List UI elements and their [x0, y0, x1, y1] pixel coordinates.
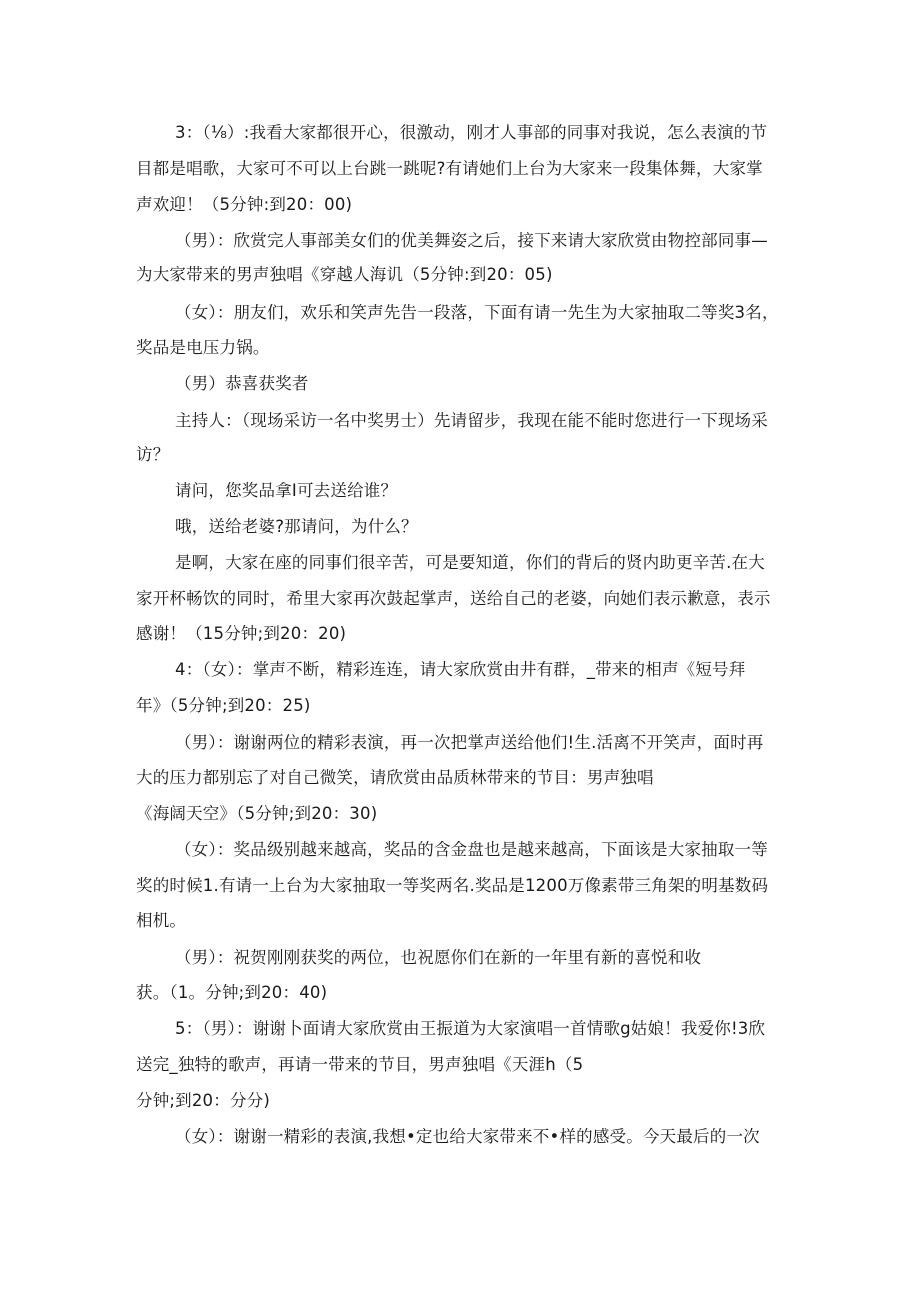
- text-line: （男）：欣赏完人事部美女们的优美舞姿之后，接下来请大家欣赏由物控部同事—: [175, 231, 768, 250]
- text-line: 访？: [136, 445, 170, 464]
- text-line: 获。（1。分钟;到20：40): [136, 983, 328, 1002]
- text-line: 5：（男）：谢谢卜面请大家欣赏由王振道为大家演唱一首情歌g姑娘！我爱你!3欣: [175, 1019, 766, 1038]
- text-line: 相机。: [136, 911, 187, 930]
- text-line: 家开杯畅饮的同时，希里大家再次鼓起掌声，送给自己的老婆，向她们表示歉意，表示: [136, 589, 771, 608]
- text-line: 是啊，大家在座的同事们很辛苦，可是要知道，你们的背后的贤内助更辛苦.在大: [175, 553, 765, 572]
- text-line: 《海阔天空》（5分钟;到20：30): [136, 804, 378, 823]
- text-line: （女）：朋友们，欢乐和笑声先告一段落，下面有请一先生为大家抽取二等奖3名，: [175, 303, 779, 322]
- text-line: 奖品是电压力锅。: [136, 338, 270, 357]
- text-line: 分钟;到20：分分): [136, 1091, 270, 1110]
- text-line: 3：（⅛）:我看大家都很开心，很激动，刚才人事部的同事对我说，怎么表演的节: [175, 123, 768, 142]
- text-line: （男）：祝贺刚刚获奖的两位，也祝愿你们在新的一年里有新的喜悦和收: [175, 948, 702, 967]
- text-line: 4：（女）：掌声不断，精彩连连，请大家欣赏由井有群，_带来的相声《短号拜: [175, 660, 746, 679]
- text-line: 声欢迎！（5分钟:到20：00): [136, 195, 353, 214]
- text-line: 大的压力都别忘了对自己微笑，请欣赏由品质林带来的节目：男声独唱: [136, 768, 654, 787]
- text-line: （男）恭喜获奖者: [175, 374, 309, 393]
- text-line: 送完_独特的歌声，再请一带来的节目，男声独唱《天涯h（5: [136, 1055, 584, 1074]
- text-line: 感谢！（15分钟;到20：20): [136, 624, 347, 643]
- text-line: 奖的时候1.有请一上台为大家抽取一等奖两名.奖品是1200万像素带三角架的明基数码: [136, 876, 769, 895]
- text-line: 请问，您奖品拿I可去送给谁？: [175, 481, 398, 500]
- text-line: 年》（5分钟;到20：25): [136, 696, 311, 715]
- text-line: 为大家带来的男声独唱《穿越人海讥（5分钟:到20：05): [136, 265, 553, 284]
- text-line: 哦，送给老婆?那请问，为什么？: [175, 517, 418, 536]
- text-line: （女）：谢谢一精彩的表演,我想•定也给大家带来不•样的感受。今天最后的一次: [175, 1127, 760, 1146]
- text-line: （男）：谢谢两位的精彩表演，再一次把掌声送给他们!生.活离不开笑声，面时再: [175, 733, 764, 752]
- text-line: 目都是唱歌，大家可不可以上台跳一跳呢?有请她们上台为大家来一段集体舞，大家掌: [136, 159, 763, 178]
- text-line: （女）：奖品级别越来越高，奖品的含金盘也是越来越高，下面该是大家抽取一等: [175, 840, 768, 859]
- text-line: 主持人：（现场采访一名中奖男士）先请留步，我现在能不能时您进行一下现场采: [175, 411, 768, 430]
